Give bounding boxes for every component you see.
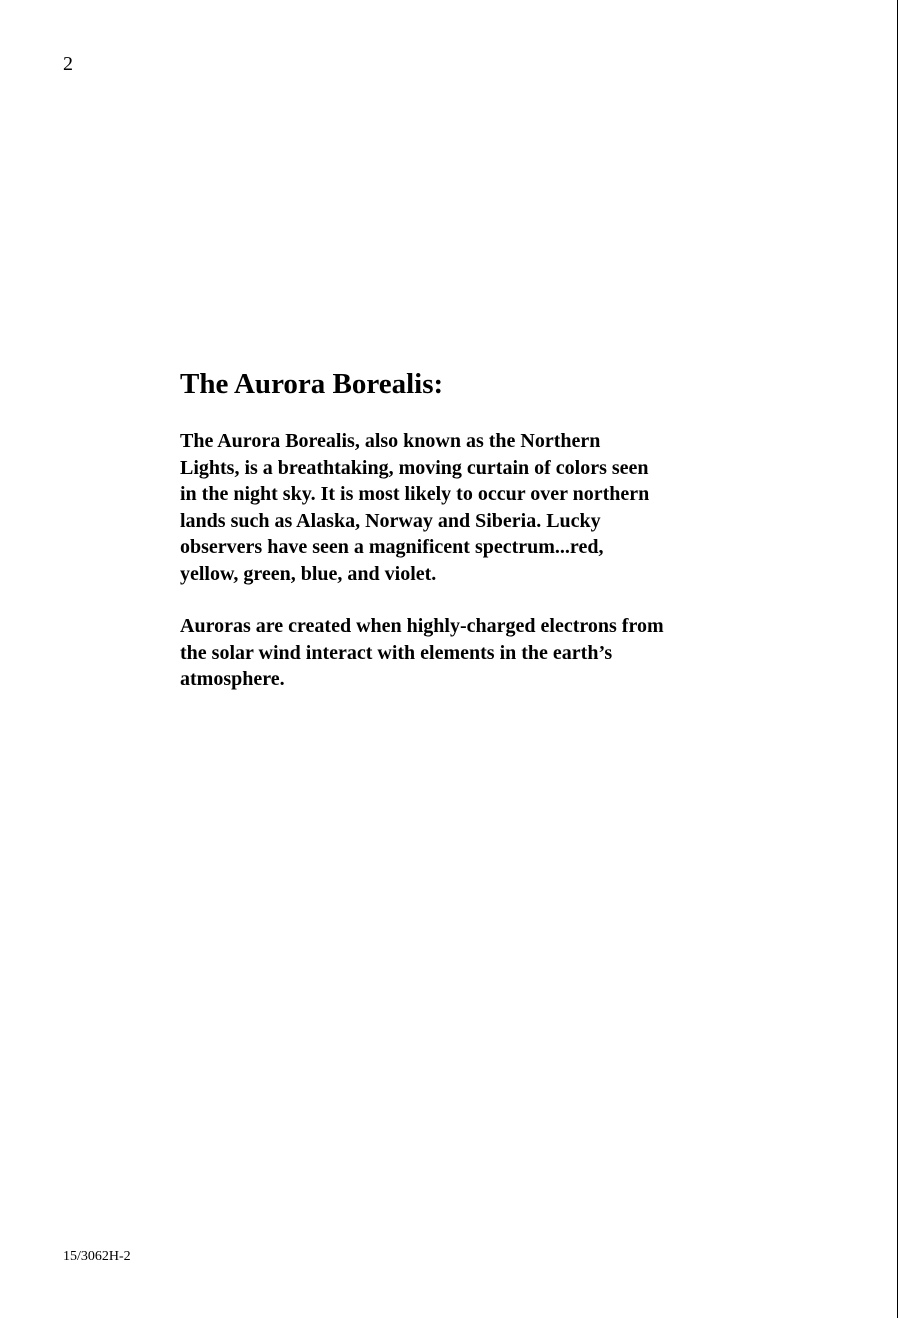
page-number: 2 — [63, 53, 73, 75]
article — [180, 366, 800, 719]
article-paragraph-1: The Aurora Borealis, also known as the Northern Lights, is a breathtaking, moving curtain of colors seen in the night sky. It is most likely to occur over northern lands such as Alaska, Norway and Siberia. Lucky observers have seen a magnificent spectrum...red, yellow, green, blue, and violet. — [180, 430, 650, 585]
article-title: The Aurora Borealis: — [180, 368, 444, 400]
page-edge-line — [897, 0, 898, 1318]
document-code: 15/3062H-2 — [63, 1249, 131, 1264]
article-paragraph-2: Auroras are created when highly-charged electrons from the solar wind interact with elements in the earth’s atmosphere. — [180, 615, 664, 690]
